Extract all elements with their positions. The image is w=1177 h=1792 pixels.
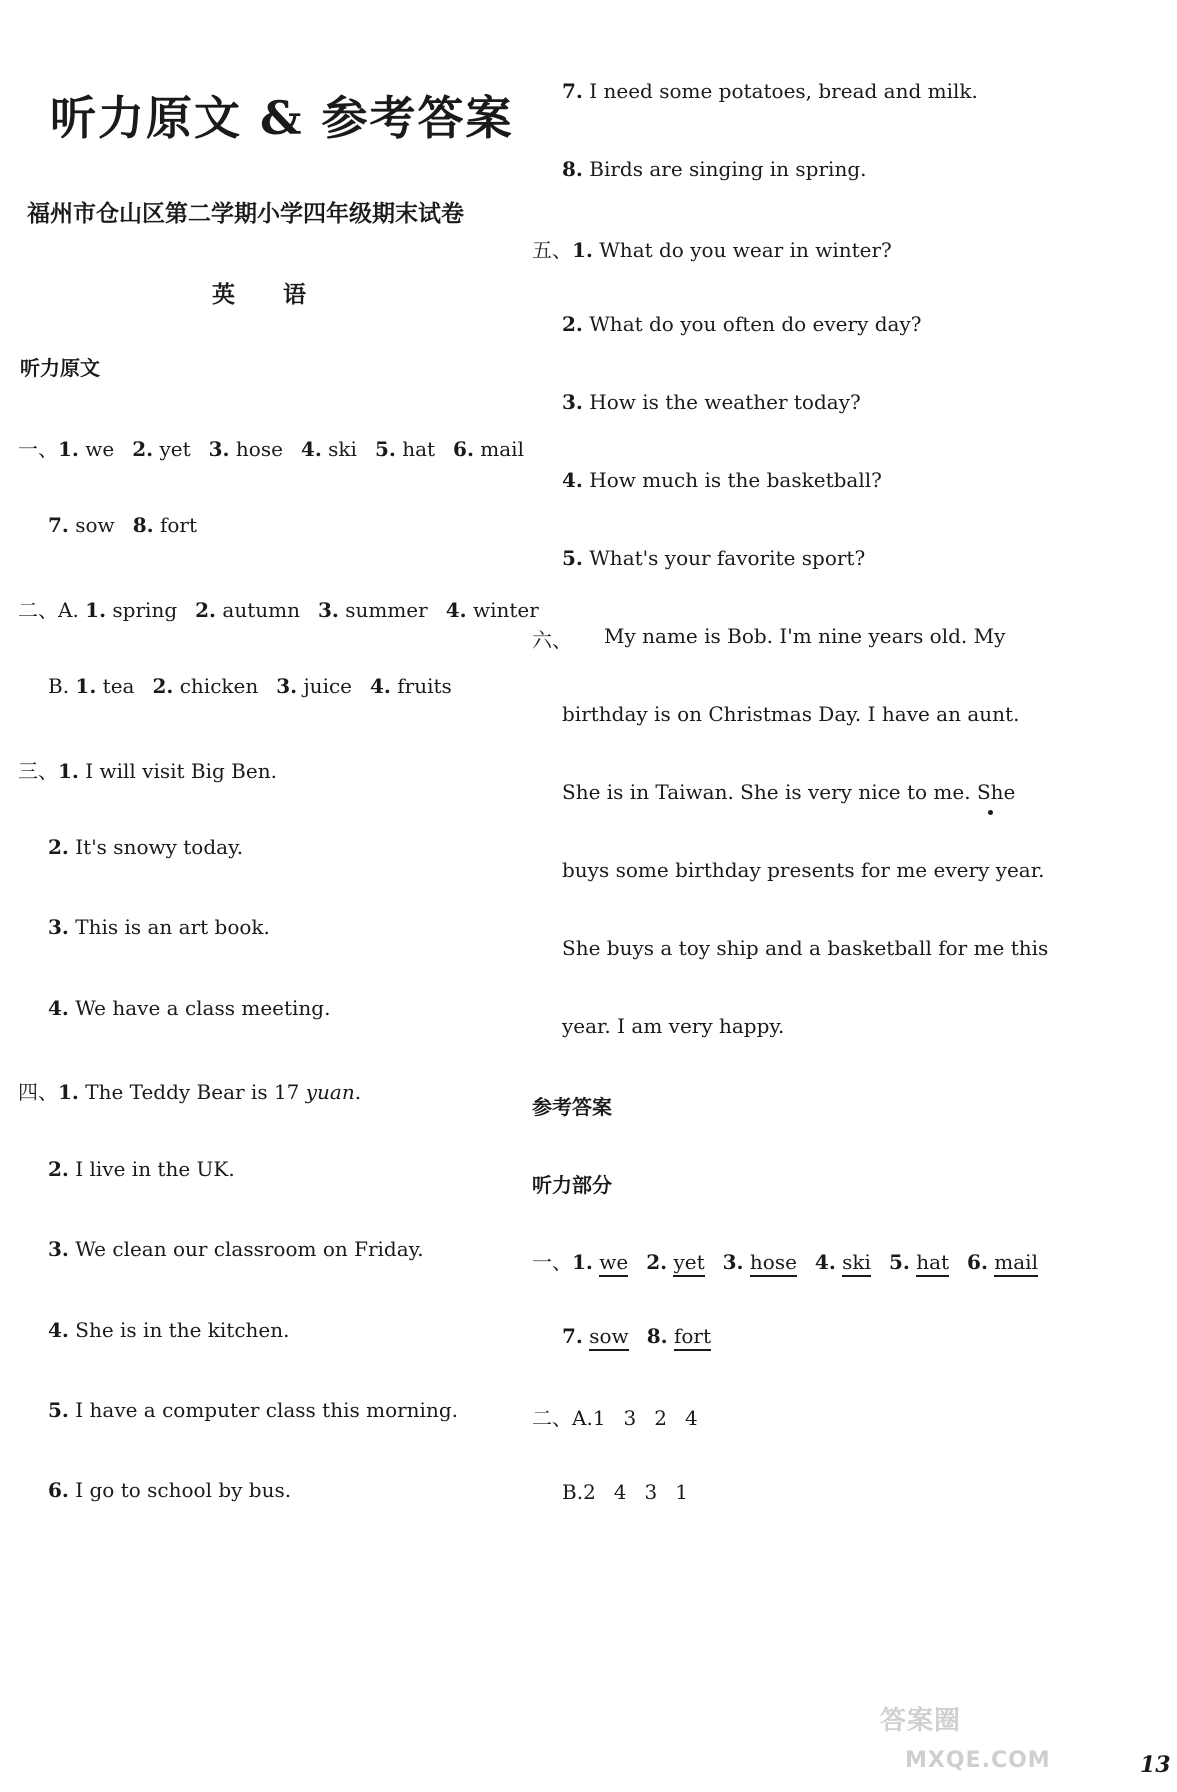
- part6-prefix: 六、: [532, 628, 572, 652]
- page-number: 13: [1140, 1752, 1171, 1778]
- part4-item-3: 3. We clean our classroom on Friday.: [48, 1237, 424, 1261]
- part6-line-5: She buys a toy ship and a basketball for me this: [562, 936, 1049, 960]
- exam-title: 福州市仓山区第二学期小学四年级期末试卷: [27, 200, 464, 227]
- part2-row-b: B. 1. tea 2. chicken 3. juice 4. fruits: [48, 674, 452, 698]
- part3-item-1: 三、1. I will visit Big Ben.: [18, 759, 277, 783]
- listening-part-heading: 听力部分: [532, 1173, 612, 1197]
- part4-item-1: 四、1. The Teddy Bear is 17 yuan.: [18, 1080, 362, 1104]
- part5-item-1: 五、1. What do you wear in winter?: [532, 238, 892, 262]
- ans2-row-b: B.2 4 3 1: [562, 1480, 688, 1504]
- ans1-row2: 7. sow 8. fort: [562, 1324, 711, 1348]
- stray-dot: [988, 810, 993, 815]
- part6-line-2: birthday is on Christmas Day. I have an aunt.: [562, 702, 1020, 726]
- part5-item-4: 4. How much is the basketball?: [562, 468, 882, 492]
- part1-row1: 一、1. we 2. yet 3. hose 4. ski 5. hat 6. mail: [18, 437, 524, 461]
- part6-line-6: year. I am very happy.: [562, 1014, 785, 1038]
- part4-item-6: 6. I go to school by bus.: [48, 1478, 292, 1502]
- answers-heading: 参考答案: [532, 1095, 612, 1119]
- part1-row2: 7. sow 8. fort: [48, 513, 197, 537]
- watermark-logo: 答案圈: [880, 1706, 962, 1736]
- part6-line-4: buys some birthday presents for me every year.: [562, 858, 1045, 882]
- part2-row-a: 二、A. 1. spring 2. autumn 3. summer 4. winter: [18, 598, 539, 622]
- part5-item-2: 2. What do you often do every day?: [562, 312, 922, 336]
- part3-item-4: 4. We have a class meeting.: [48, 996, 331, 1020]
- part5-item-3: 3. How is the weather today?: [562, 390, 861, 414]
- listening-text-heading: 听力原文: [20, 356, 100, 380]
- part4-item-8: 8. Birds are singing in spring.: [562, 157, 867, 181]
- part6-line-1: My name is Bob. I'm nine years old. My: [604, 624, 1006, 648]
- part4-item-7: 7. I need some potatoes, bread and milk.: [562, 79, 978, 103]
- watermark-url: MXQE.COM: [905, 1748, 1051, 1773]
- part4-item-4: 4. She is in the kitchen.: [48, 1318, 290, 1342]
- subject-label: 英 语: [212, 281, 327, 308]
- part5-item-5: 5. What's your favorite sport?: [562, 546, 866, 570]
- part3-item-2: 2. It's snowy today.: [48, 835, 244, 859]
- part1-prefix: 一、: [18, 437, 58, 461]
- ans1-row1: 一、1. we 2. yet 3. hose 4. ski 5. hat 6. mail: [532, 1246, 1038, 1275]
- part3-item-3: 3. This is an art book.: [48, 915, 270, 939]
- part4-item-2: 2. I live in the UK.: [48, 1157, 235, 1181]
- part4-item-5: 5. I have a computer class this morning.: [48, 1398, 458, 1422]
- page-title: 听力原文 & 参考答案: [50, 91, 514, 145]
- ans2-row-a: 二、A.1 3 2 4: [532, 1406, 698, 1430]
- part6-line-3: She is in Taiwan. She is very nice to me. She: [562, 780, 1016, 804]
